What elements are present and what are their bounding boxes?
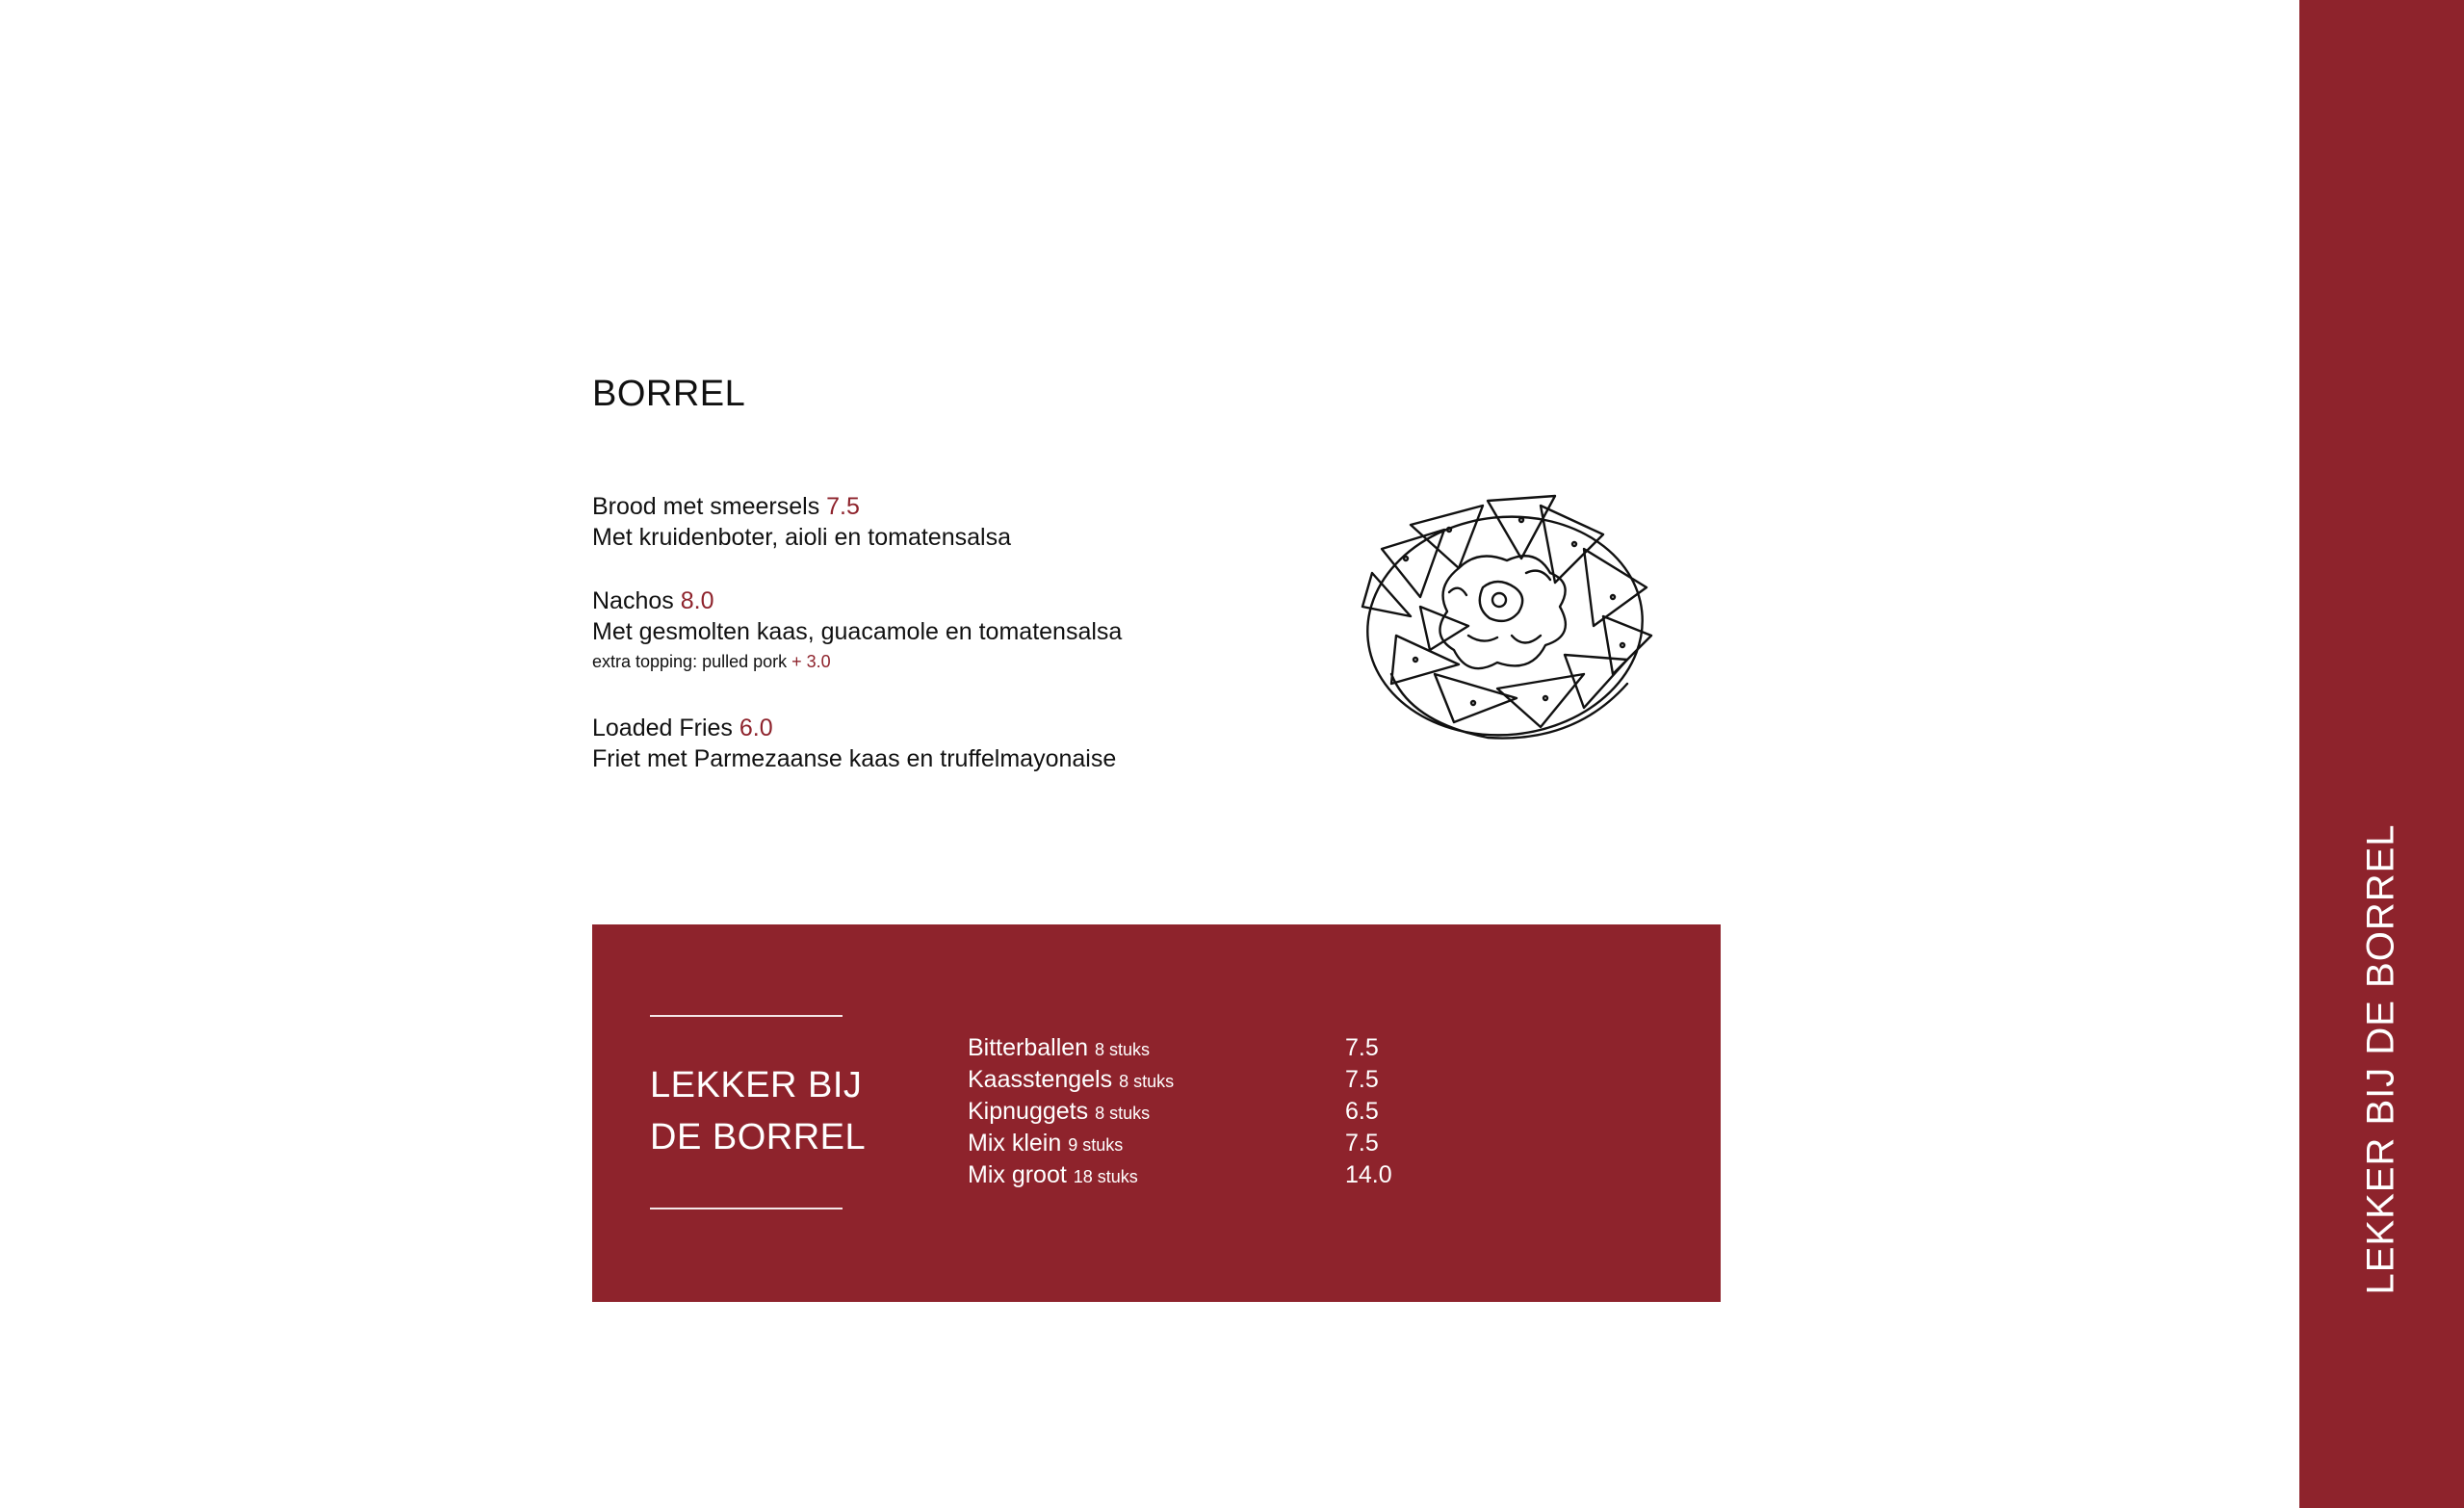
- snack-list: [968, 1032, 1392, 1191]
- extra-price: + 3.0: [791, 652, 831, 671]
- snack-name: Mix groot: [968, 1161, 1067, 1188]
- extra-label: extra topping: pulled pork: [592, 652, 788, 671]
- snack-name: Kipnuggets: [968, 1098, 1089, 1125]
- list-item: [968, 1064, 1392, 1096]
- list-item: [968, 1128, 1392, 1159]
- snack-price: 14.0: [1345, 1161, 1392, 1188]
- side-band-label: LEKKER BIJ DE BORREL: [2359, 823, 2402, 1295]
- snacks-panel: [592, 924, 1721, 1302]
- item-name-line: [592, 585, 1122, 616]
- snack-quantity: 8 stuks: [1095, 1104, 1151, 1123]
- item-price: 7.5: [826, 493, 860, 520]
- item-description: Friet met Parmezaanse kaas en truffelmayonaise: [592, 745, 1117, 772]
- snack-name: Bitterballen: [968, 1034, 1089, 1061]
- snack-price: 7.5: [1345, 1130, 1379, 1157]
- menu-item: [592, 491, 1011, 553]
- snacks-heading-line: LEKKER BIJ: [650, 1065, 863, 1105]
- snack-name: Mix klein: [968, 1130, 1062, 1157]
- item-name: Brood met smeersels: [592, 493, 820, 520]
- item-price: 8.0: [680, 587, 714, 614]
- snack-quantity: 8 stuks: [1119, 1072, 1175, 1091]
- menu-item: [592, 585, 1122, 676]
- nachos-plate-icon: [1353, 491, 1661, 751]
- snack-price: 7.5: [1345, 1034, 1379, 1061]
- item-name: Loaded Fries: [592, 715, 733, 741]
- menu-item: [592, 713, 1116, 774]
- snack-quantity: 8 stuks: [1095, 1040, 1151, 1059]
- section-title: BORREL: [592, 374, 746, 414]
- item-name-line: [592, 491, 1011, 522]
- divider-line: [650, 1208, 843, 1209]
- item-extra: [592, 647, 1122, 676]
- side-band: [2299, 0, 2464, 1508]
- list-item: [968, 1096, 1392, 1128]
- divider-line: [650, 1015, 843, 1017]
- item-name: Nachos: [592, 587, 674, 614]
- item-price: 6.0: [739, 715, 773, 741]
- snack-quantity: 9 stuks: [1068, 1135, 1124, 1155]
- snack-name: Kaasstengels: [968, 1066, 1113, 1093]
- snacks-heading: [650, 1059, 866, 1163]
- snack-price: 7.5: [1345, 1066, 1379, 1093]
- snack-price: 6.5: [1345, 1098, 1379, 1125]
- item-description: Met gesmolten kaas, guacamole en tomatensalsa: [592, 618, 1123, 645]
- item-name-line: [592, 713, 1116, 743]
- item-description: Met kruidenboter, aioli en tomatensalsa: [592, 524, 1011, 551]
- snacks-heading-line: DE BORREL: [650, 1117, 867, 1157]
- list-item: [968, 1159, 1392, 1191]
- snack-quantity: 18 stuks: [1073, 1167, 1138, 1186]
- list-item: [968, 1032, 1392, 1064]
